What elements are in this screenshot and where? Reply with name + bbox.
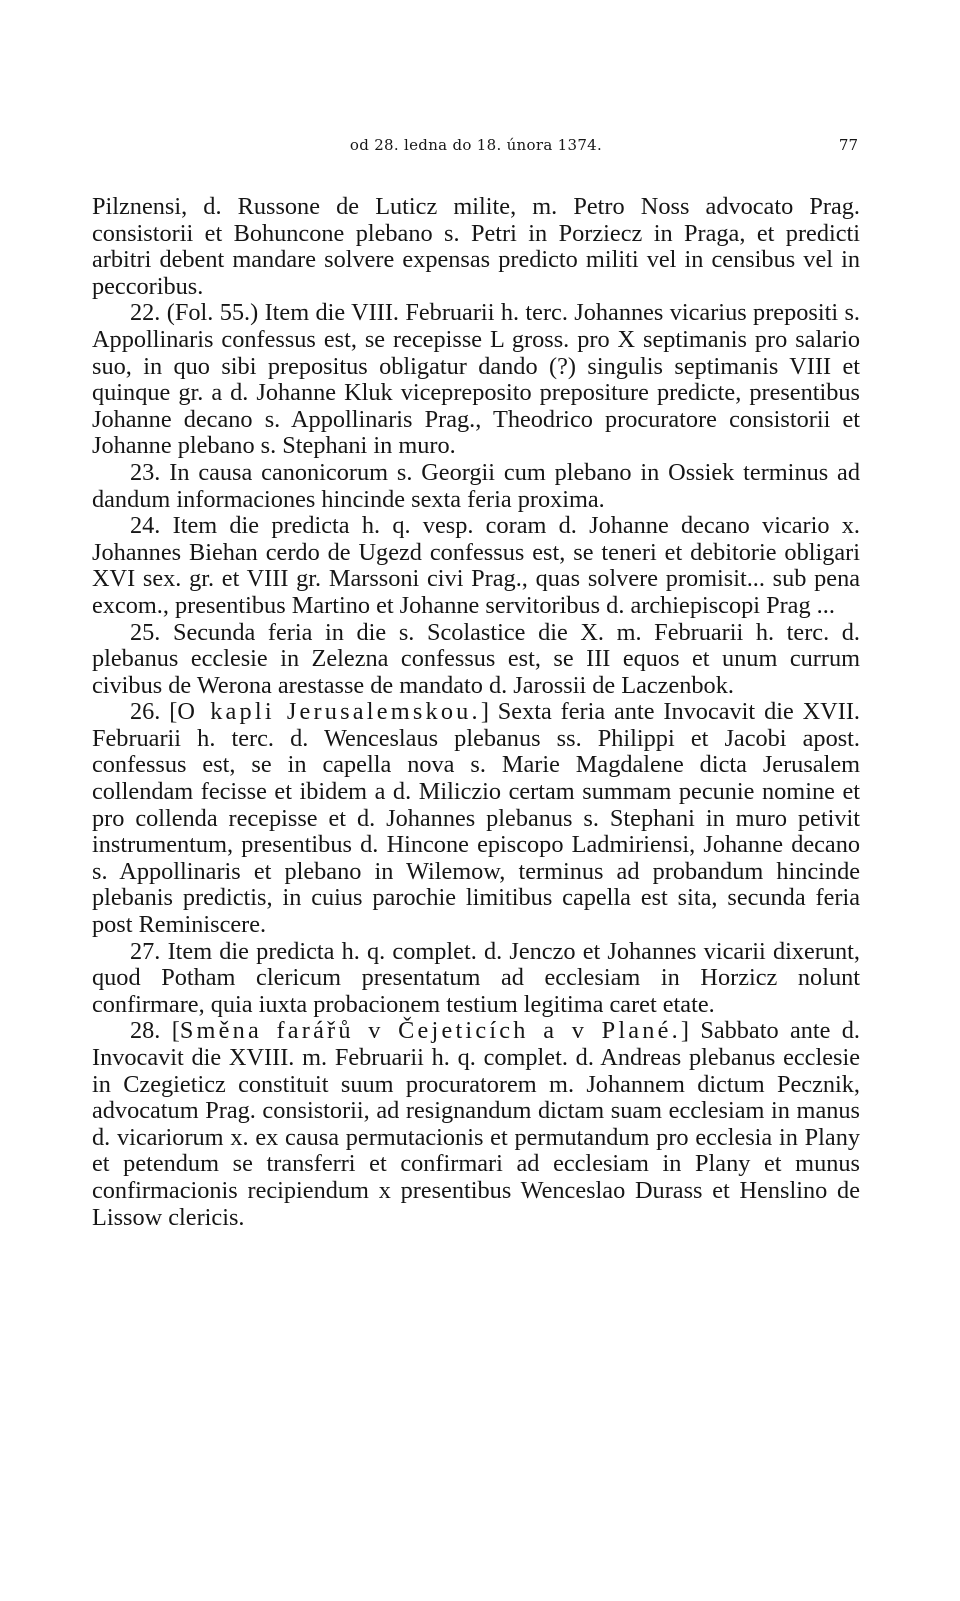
entry-heading: Směna farářů v Čejeticích a v Plané. [179, 1017, 681, 1045]
paragraph-text: 23. In causa canonicorum s. Georgii cum plebano in Ossiek terminus ad dandum informaciones hincinde sexta feria proxima. [92, 458, 860, 513]
entry-22 [92, 300, 860, 460]
entry-heading: O kapli Jerusalemskou. [177, 698, 481, 726]
running-head-title: od 28. ledna do 18. února 1374. [349, 136, 603, 154]
paragraph-text: Pilznensi, d. Russone de Luticz milite, m. Petro Noss advocato Prag. consistorii et Bohuncone plebano s. Petri in Porziecz in Praga, et predicti arbitri debent mandare solvere expensas predicto militi vel in censibus vel in peccoribus. [92, 193, 860, 300]
paragraph-continuation [92, 194, 860, 300]
page-number: 77 [838, 136, 858, 154]
paragraph-text: 22. (Fol. 55.) Item die VIII. Februarii h. terc. Johannes vicarius prepositi s. Appollinaris confessus est, se recepisse L gross. pro X septimanis pro salario suo, in quo sibi prepositus obligatur dando (?) singulis septimanis VIII et quinque gr. a d. Johanne Kluk vicepreposito prepositure predicte, presentibus Johanne decano s. Appollinaris Prag., Theodrico procuratore consistorii et Johanne plebano s. Stephani in muro. [92, 299, 860, 460]
entry-26 [92, 699, 860, 938]
entry-28 [92, 1018, 860, 1231]
paragraph-text: 27. Item die predicta h. q. complet. d. Jenczo et Johannes vicarii dixerunt, quod Potham clericum presentatum ad ecclesiam in Horzicz nolunt confirmare, quia iuxta probacionem testium legitima caret etate. [92, 937, 860, 1018]
entry-23 [92, 460, 860, 513]
entry-number: 26. [ [130, 698, 178, 726]
paragraph-text: 24. Item die predicta h. q. vesp. coram d. Johanne decano vicario x. Johannes Biehan cerdo de Ugezd confessus est, se teneri et debitorie obligari XVI sex. gr. et VIII gr. Marssoni civi Prag., quas solvere promisit... sub pena excom., presentibus Martino et Johanne servitoribus d. archiepiscopi Prag ... [92, 512, 860, 619]
paragraph-text: 25. Secunda feria in die s. Scolastice die X. m. Februarii h. terc. d. plebanus ecclesie in Zelezna confessus est, se III equos et unum currum civibus de Werona arestasse de mandato d. Jarossii de Laczenbok. [92, 618, 860, 699]
running-head [92, 128, 860, 168]
entry-number: 28. [ [130, 1017, 180, 1045]
paragraph-text: ] Sexta feria ante Invocavit die XVII. Februarii h. terc. d. Wenceslaus plebanus ss. Philippi et Jacobi apost. confessus est, se in capella nova s. Marie Magdalene dicta Jerusalem collendam fecisse et ibidem a d. Miliczio certam summam pecunie nomine et pro collenda recepisse et d. Johannes plebanus s. Stephani in muro petivit instrumentum, presentibus d. Hincone episcopo Ladmiriensi, Johanne decano s. Appollinaris et plebano in Wilemow, terminus ad probandum hincinde plebanis predictis, in cuius parochie limitibus capella est sita, secunda feria post Reminiscere. [92, 698, 860, 939]
document-page [92, 128, 860, 1231]
entry-27 [92, 939, 860, 1019]
entry-24 [92, 513, 860, 619]
paragraph-text: ] Sabbato ante d. Invocavit die XVIII. m. Februarii h. q. complet. d. Andreas plebanus ecclesie in Czegieticz constituit suum procuratorem m. Johannem dictum Pecznik, advocatum Prag. consistorii, ad resignandum dictam suam ecclesiam in manus d. vicariorum x. ex causa permutacionis et permutandum pro ecclesia in Plany et petendum se transferri et confirmari ad ecclesiam in Plany et munus confirmacionis recipiendum x presentibus Wenceslao Durass et Henslino de Lissow clericis. [92, 1017, 861, 1231]
body-text [92, 194, 860, 1231]
entry-25 [92, 620, 860, 700]
